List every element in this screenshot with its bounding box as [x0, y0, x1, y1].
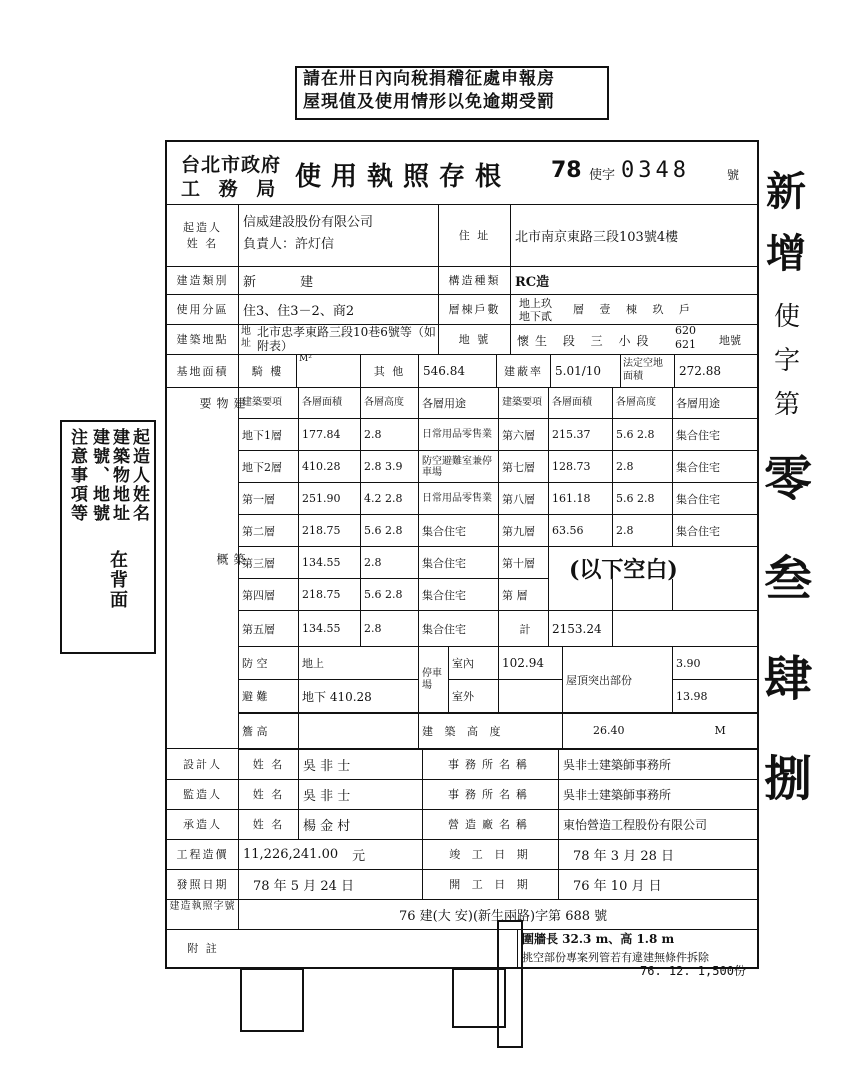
- side-note-col4: 注意事項等: [67, 428, 87, 523]
- permit-number: 0348: [621, 158, 690, 183]
- building-height-unit: M: [714, 724, 726, 737]
- cost-label: 工程造價: [167, 839, 239, 869]
- floor-use: 集合住宅: [419, 579, 499, 611]
- floor-label: 第六層: [499, 419, 549, 451]
- site-addr-prefix: 地址: [241, 326, 251, 349]
- applicant-label: [167, 204, 239, 266]
- floors-label: 層棟戶數: [439, 294, 511, 324]
- roof-value2: 13.98: [673, 680, 757, 713]
- note-text1: 圍牆長 32.3 m、高 1.8 m: [522, 932, 675, 946]
- supervisor-row: [167, 779, 757, 810]
- grid-header-area-right: 各層面積: [549, 387, 613, 419]
- site-address: 北市忠孝東路三段10巷6號等（如附表）: [257, 325, 436, 353]
- lot-value: [511, 324, 757, 354]
- eave-value: [299, 713, 419, 749]
- parking-outdoor-label: 室外: [449, 680, 499, 713]
- floor-area: 63.56: [549, 515, 613, 547]
- legal-value: 272.88: [679, 363, 721, 378]
- completion-date: 78 年 3 月 28 日: [573, 848, 675, 864]
- designer-name: 吳 非 士: [299, 749, 423, 779]
- legal-label: 法定空地面積: [621, 354, 675, 387]
- applicant-owner: 負責人：許灯信: [243, 237, 335, 252]
- lot-no1: 620: [675, 324, 696, 337]
- permit-prefix: 使字: [589, 168, 616, 183]
- lot-suffix: 地號: [719, 334, 741, 347]
- floor-label: 第八層: [499, 483, 549, 515]
- floor-use: 日常用品零售業: [419, 419, 499, 451]
- building-height-number: 26.40: [593, 724, 625, 737]
- eave-label: 簷 高: [239, 713, 299, 749]
- floor-use: 防空避難室兼停車場: [419, 451, 499, 483]
- issue-date: 78 年 5 月 24 日: [239, 869, 423, 899]
- right-char: 增: [766, 230, 806, 277]
- floor-area: 251.90: [299, 483, 361, 515]
- right-char: 叁: [764, 551, 813, 607]
- floor-use: 集合住宅: [673, 419, 757, 451]
- supervisor-org: 吳非士建築師事務所: [563, 787, 672, 802]
- floor-height: 2.8: [361, 419, 419, 451]
- contractor-name: 楊 金 村: [299, 809, 423, 839]
- office-line2: 工 務 局: [181, 178, 282, 200]
- right-char: 捌: [764, 751, 813, 807]
- building-section-text: 建 築 物 概 要: [198, 397, 246, 635]
- issue-label: 發照日期: [167, 869, 239, 899]
- parking-outdoor-value: [499, 680, 563, 713]
- floor-use: 集合住宅: [673, 451, 757, 483]
- applicant-label2: 姓 名: [186, 237, 219, 250]
- notice-line1: 請在卅日內向稅捐稽征處申報房: [303, 69, 555, 89]
- address-value: 北市南京東路三段103號4樓: [515, 229, 679, 245]
- site-area-value: 546.84: [419, 354, 497, 387]
- designer-org: 吳非士建築師事務所: [563, 757, 672, 772]
- cost-unit: 元: [352, 848, 366, 864]
- grid-header-use-right: 各層用途: [673, 387, 757, 419]
- parking-label: 停車場: [419, 647, 449, 713]
- official-seal-stamp: [240, 968, 304, 1032]
- contractor-name-label: 姓 名: [239, 809, 299, 839]
- side-note-box: [60, 420, 156, 654]
- floor-label: 第九層: [499, 515, 549, 547]
- floor-use: 集合住宅: [419, 547, 499, 579]
- floor-height: 5.6 2.8: [361, 515, 419, 547]
- side-note-col3: 建號、地號: [89, 428, 109, 523]
- site-label: 建築地點: [167, 324, 239, 354]
- blank-mark: (以下空白): [569, 557, 678, 583]
- grid-header-floor-right: 建築要項: [499, 387, 549, 419]
- floor-area: 218.75: [299, 579, 361, 611]
- floor-area: 410.28: [299, 451, 361, 483]
- total-blank: [613, 611, 757, 647]
- roof-value1: 3.90: [673, 647, 757, 680]
- shelter-row: [239, 647, 757, 714]
- type-label: 建造類別: [167, 266, 239, 294]
- note-text2: 挑空部份專案列管若有違建無條件拆除: [522, 951, 709, 964]
- side-note-col2: 建築物地址: [109, 428, 129, 523]
- document-header: [167, 142, 757, 205]
- cost-value: [239, 839, 423, 869]
- grid-header-height-left: 各層高度: [361, 387, 419, 419]
- start-label: 開 工 日 期: [423, 869, 559, 899]
- floor-use: 集合住宅: [673, 515, 757, 547]
- address-label: 住 址: [439, 204, 511, 266]
- right-char: 零: [764, 451, 813, 507]
- permit-year: 78: [551, 158, 582, 183]
- floor-area: 134.55: [299, 547, 361, 579]
- parking-indoor-label: 室內: [449, 647, 499, 680]
- document-title: 使用執照存根: [295, 162, 512, 192]
- cost-row: [167, 839, 757, 870]
- contractor-org: 東怡營造工程股份有限公司: [563, 817, 708, 832]
- total-label: 計: [499, 611, 549, 647]
- side-note-col5: 在背面: [107, 550, 128, 610]
- lot-label: 地 號: [439, 324, 511, 354]
- floor-height: 5.6 2.8: [361, 579, 419, 611]
- floor-use: 集合住宅: [673, 483, 757, 515]
- floor-label: 第七層: [499, 451, 549, 483]
- right-char: 第: [774, 390, 801, 420]
- floor-use: 集合住宅: [419, 611, 499, 647]
- contractor-row: [167, 809, 757, 840]
- area-label: 基地面積: [167, 354, 239, 387]
- other-label: 其 他: [361, 354, 419, 387]
- grid-header-use-left: 各層用途: [419, 387, 499, 419]
- lot-section: 懷生 段 三 小段: [517, 334, 655, 348]
- issue-row: [167, 869, 757, 900]
- floors-below: 地下貳: [519, 310, 552, 323]
- start-date: [559, 869, 757, 899]
- building-height-label: 建 築 高 度: [419, 713, 563, 749]
- floor-height: 2.8: [361, 547, 419, 579]
- shelter-label1: 防 空: [239, 647, 299, 680]
- floor-label: 第 層: [499, 579, 549, 611]
- right-char: 字: [774, 346, 801, 376]
- floor-height: 4.2 2.8: [361, 483, 419, 515]
- floor-label: 地下1層: [239, 419, 299, 451]
- building-section-label: [167, 387, 246, 749]
- permit-suffix: 號: [727, 168, 740, 182]
- floor-label: 第五層: [239, 611, 299, 647]
- applicant-label1: 起造人: [183, 221, 222, 234]
- applicant-row: [167, 204, 757, 267]
- grid-header-floor-left: 建築要項: [239, 387, 299, 419]
- floor-use: [673, 579, 757, 611]
- shelter-label2: 避 難: [239, 680, 299, 713]
- floor-use: 日常用品零售業: [419, 483, 499, 515]
- supervisor-name: 吳 非 士: [299, 779, 423, 809]
- grid-header-area-left: 各層面積: [299, 387, 361, 419]
- floor-height: 2.8: [361, 611, 419, 647]
- zone-row: [167, 294, 757, 325]
- floors-above: 地上玖: [519, 297, 552, 310]
- struct-label: 構造種類: [439, 266, 511, 294]
- height-row: [239, 713, 757, 750]
- shelter-below: 地下 410.28: [299, 680, 419, 713]
- contractor-label: 承造人: [167, 809, 239, 839]
- floor-height: 5.6 2.8: [613, 419, 673, 451]
- unit-label: M²: [299, 354, 312, 364]
- print-footnote: 76. 12. 1,500份: [640, 964, 746, 978]
- floors-grid: [239, 387, 757, 647]
- designer-org-label: 事務所名稱: [423, 749, 559, 779]
- struct-value: RC造: [515, 274, 550, 290]
- designer-row: [167, 749, 757, 780]
- floor-use: 集合住宅: [419, 515, 499, 547]
- completion-label: 竣 工 日 期: [423, 839, 559, 869]
- applicant-company: 信威建設股份有限公司: [243, 215, 374, 230]
- ratio-value: 5.01/10: [551, 354, 621, 387]
- vertical-stamp: [497, 920, 523, 1048]
- notice-box: [295, 66, 609, 120]
- floor-area: 218.75: [299, 515, 361, 547]
- note-label: 附 註: [187, 942, 219, 955]
- grid-header-height-right: 各層高度: [613, 387, 673, 419]
- zone-value: 住3、住3－2、商2: [239, 294, 439, 324]
- floor-label: 第十層: [499, 547, 549, 579]
- floor-area: 177.84: [299, 419, 361, 451]
- site-row: [167, 324, 757, 355]
- floor-label: 第四層: [239, 579, 299, 611]
- floor-height: 2.8: [613, 451, 673, 483]
- area-row: [167, 354, 757, 388]
- cost-number: 11,226,241.00: [243, 846, 339, 862]
- roof-label: 屋頂突出部份: [563, 647, 673, 713]
- floor-label: 第一層: [239, 483, 299, 515]
- floor-height: 5.6 2.8: [613, 483, 673, 515]
- right-char: 新: [766, 168, 806, 215]
- floor-area: 161.18: [549, 483, 613, 515]
- permit-label: 建造執照字號: [167, 899, 239, 929]
- floor-height: 2.8 3.9: [361, 451, 419, 483]
- arcade-value: [297, 354, 361, 387]
- designer-name-label: 姓 名: [239, 749, 299, 779]
- notice-line2: 屋現值及使用情形以免逾期受罰: [303, 92, 555, 112]
- ratio-label: 建蔽率: [497, 354, 551, 387]
- supervisor-org-label: 事務所名稱: [423, 779, 559, 809]
- permit-value: 76 建(大 安)(新生兩路)字第 688 號: [399, 908, 608, 924]
- type-value: 新 建: [239, 266, 439, 294]
- contractor-org-label: 營造廠名稱: [423, 809, 559, 839]
- shelter-above: 地上: [299, 647, 419, 680]
- floor-label: 第三層: [239, 547, 299, 579]
- floor-label: 第二層: [239, 515, 299, 547]
- designer-label: 設計人: [167, 749, 239, 779]
- start-date-text: 76 年 10 月 日: [573, 878, 662, 894]
- zone-label: 使用分區: [167, 294, 239, 324]
- right-char: 肆: [764, 651, 813, 707]
- permit-document: [165, 140, 759, 969]
- floor-height: 2.8: [613, 515, 673, 547]
- floors-value: [511, 294, 757, 324]
- lot-no2: 621: [675, 338, 696, 351]
- supervisor-name-label: 姓 名: [239, 779, 299, 809]
- floor-area: 215.37: [549, 419, 613, 451]
- type-row: [167, 266, 757, 295]
- permit-row: [167, 899, 757, 930]
- office-line1: 台北市政府: [181, 154, 282, 176]
- building-height-value: [563, 713, 757, 749]
- right-char: 使: [774, 302, 801, 332]
- floor-label: 地下2層: [239, 451, 299, 483]
- applicant-value: [239, 204, 439, 266]
- arcade-label: 騎 樓: [239, 354, 297, 387]
- floor-area: 128.73: [549, 451, 613, 483]
- side-note-col1: 起造人姓名: [129, 428, 149, 523]
- floor-area: 134.55: [299, 611, 361, 647]
- supervisor-label: 監造人: [167, 779, 239, 809]
- total-area: 2153.24: [549, 611, 613, 647]
- site-value: [239, 324, 439, 354]
- floors-tail: 層 壹 棟 玖 戶: [573, 303, 696, 316]
- parking-indoor-value: 102.94: [499, 647, 563, 680]
